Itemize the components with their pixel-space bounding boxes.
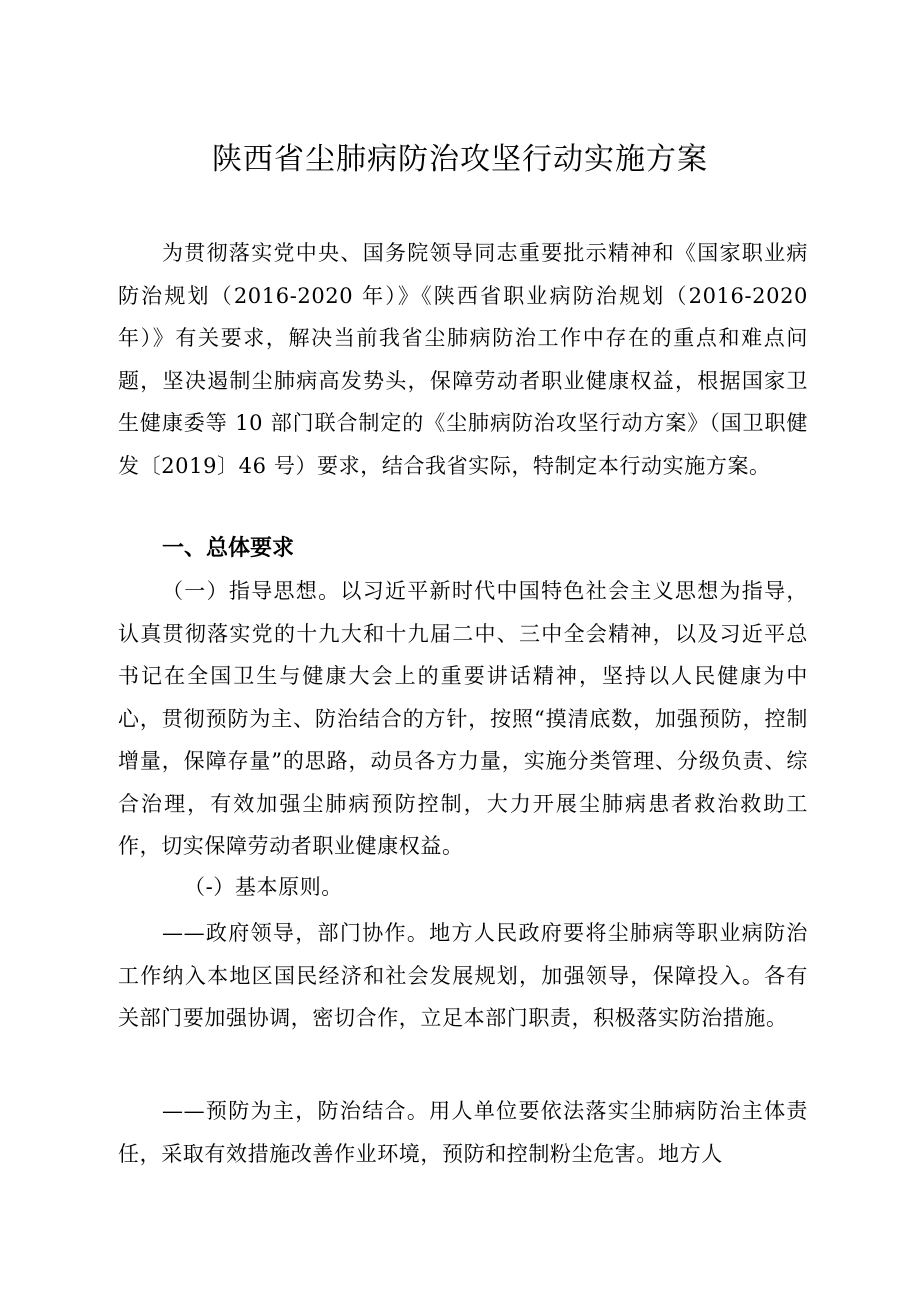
intro-paragraph: 为贯彻落实党中央、国务院领导同志重要批示精神和《国家职业病防治规划（2016-2020 年）》《陕西省职业病防治规划（2016-2020 年）》有关要求，解决当前我省尘肺病防治工作中存在的重点和难点问题，坚决遏制尘肺病高发势头，保障劳动者职业健康权益，根据国家卫生健康委等 10 部门联合制定的《尘肺病防治攻坚行动方案》（国卫职健发〔2019〕46 号）要求，结合我省实际，特制定本行动实施方案。 (118, 241, 808, 478)
section-heading-general-requirements: 一、总体要求 (162, 536, 295, 561)
guiding-thought-paragraph: （一）指导思想。以习近平新时代中国特色社会主义思想为指导，认真贯彻落实党的十九大和十九届二中、三中全会精神，以及习近平总书记在全国卫生与健康大会上的重要讲话精神，坚持以人民健康为中心，贯彻预防为主、防治结合的方针，按照“摸清底数，加强预防，控制增量，保障存量”的思路，动员各方力量，实施分类管理、分级负责、综合治理，有效加强尘肺病预防控制，大力开展尘肺病患者救治救助工作，切实保障劳动者职业健康权益。 (118, 579, 808, 858)
basic-principles-heading: （-）基本原则。 (184, 875, 343, 899)
principle-government-leadership: ——政府领导，部门协作。地方人民政府要将尘肺病等职业病防治工作纳入本地区国民经济和社会发展规划，加强领导，保障投入。各有关部门要加强协调，密切合作，立足本部门职责，积极落实防治措施。 (118, 921, 808, 1030)
document-title: 陕西省尘肺病防治攻坚行动实施方案 (212, 142, 708, 177)
principle-prevention-first: ——预防为主，防治结合。用人单位要依法落实尘肺病防治主体责任，采取有效措施改善作业环境，预防和控制粉尘危害。地方人 (118, 1099, 808, 1166)
